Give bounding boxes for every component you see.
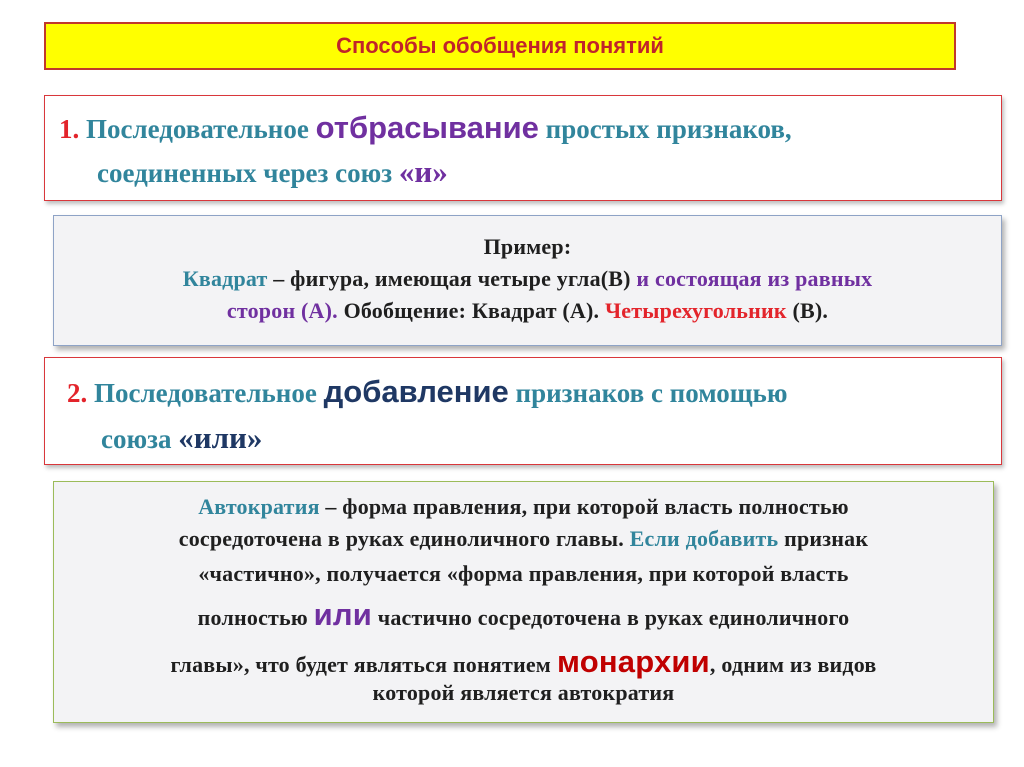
example-2-feature: признак (784, 526, 869, 551)
example-2-line-4 (54, 597, 993, 633)
method-1-box (44, 95, 1002, 201)
slide-title-text: Способы обобщения понятий (336, 33, 664, 58)
slide-title (44, 22, 956, 70)
example-2-box (53, 481, 994, 723)
example-1-heading: Пример: (483, 234, 572, 259)
example-2-text-b: главы», что будет являться понятием (170, 652, 551, 677)
method-2-line-1 (67, 374, 787, 410)
example-1-line-1 (54, 266, 1001, 292)
example-2-term: Автократия (198, 494, 320, 519)
example-2-text-c: , одним из видов (709, 652, 877, 677)
example-2-line-1 (54, 494, 993, 520)
method-2-emphasis: добавление (323, 374, 509, 409)
example-2-monarchy: монархии (557, 644, 710, 679)
example-2-fully: полностью (197, 605, 308, 630)
example-2-line-6: которой является автократия (372, 680, 675, 705)
example-2-line-3: «частично», получается «форма правления, при которой власть (198, 561, 849, 586)
example-1-b: (В). (792, 298, 829, 323)
method-2-line-2 (101, 420, 262, 456)
method-1-line-2 (97, 154, 448, 190)
example-1-term: Квадрат (182, 266, 268, 291)
example-2-line-5 (54, 644, 993, 680)
method-1-text-a: Последовательное (86, 114, 309, 144)
example-2-definition: – форма правления, при которой власть полностью (325, 494, 849, 519)
method-1-conjunction: «и» (398, 154, 448, 189)
method-1-text-b: простых признаков, (545, 114, 792, 144)
example-1-definition: – фигура, имеющая четыре угла(В) (273, 266, 631, 291)
example-2-text-a: сосредоточена в руках единоличного главы. (178, 526, 624, 551)
method-2-conjunction: «или» (178, 420, 263, 455)
method-1-text-c: соединенных через союз (97, 158, 393, 188)
method-2-text-a: Последовательное (94, 378, 317, 408)
example-1-definition-end: и состоящая из равных (636, 266, 873, 291)
method-2-text-b: признаков с помощью (515, 378, 788, 408)
example-1-line-2 (54, 298, 1001, 324)
method-1-emphasis: отбрасывание (315, 110, 539, 145)
example-2-partially: частично сосредоточена в руках единоличного (377, 605, 850, 630)
example-1-generalization: Обобщение: Квадрат (А). (343, 298, 600, 323)
method-1-line-1 (59, 110, 792, 146)
example-2-if-add: Если добавить (629, 526, 779, 551)
example-2-or: или (313, 597, 373, 632)
example-1-sides: сторон (А). (226, 298, 338, 323)
example-1-box (53, 215, 1002, 346)
method-2-number: 2. (67, 378, 88, 408)
method-1-number: 1. (59, 114, 80, 144)
example-1-quadrilateral: Четырехугольник (604, 298, 787, 323)
method-2-box (44, 357, 1002, 465)
example-2-line-2 (54, 526, 993, 552)
method-2-text-c: союза (101, 424, 172, 454)
